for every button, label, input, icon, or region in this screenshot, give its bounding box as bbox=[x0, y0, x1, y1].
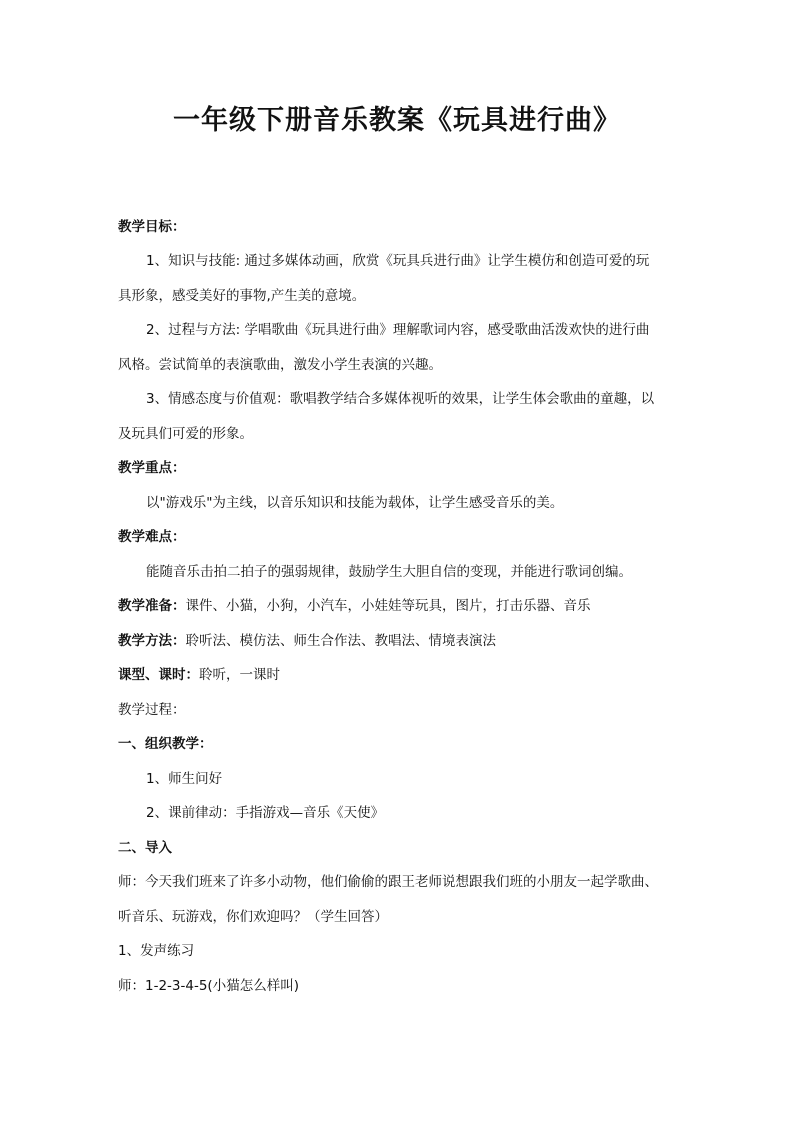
difficulty-text: 能随音乐击拍二拍子的强弱规律，鼓励学生大胆自信的变现，并能进行歌词创编。 bbox=[146, 564, 632, 580]
goal-2-line-2: 风格。尝试简单的表演歌曲，激发小学生表演的兴趣。 bbox=[118, 357, 442, 373]
document-title: 一年级下册音乐教案《玩具进行曲》 bbox=[173, 105, 621, 136]
difficulty-heading: 教学难点： bbox=[118, 529, 186, 545]
lesson-type-label: 课型、课时： bbox=[118, 667, 199, 683]
goal-3-line-1: 3、情感态度与价值观：歌唱教学结合多媒体视听的效果，让学生体会歌曲的童趣，以 bbox=[146, 391, 655, 407]
section-1-item-1: 1、师生问好 bbox=[146, 771, 223, 787]
goal-2-line-1: 2、过程与方法: 学唱歌曲《玩具进行曲》理解歌词内容，感受歌曲活泼欢快的进行曲 bbox=[146, 322, 650, 338]
lesson-type-text: 聆听，一课时 bbox=[199, 667, 280, 683]
intro-line-2: 听音乐、玩游戏，你们欢迎吗？（学生回答） bbox=[118, 909, 388, 925]
lesson-type-line bbox=[118, 666, 688, 684]
preparation-label: 教学准备： bbox=[118, 598, 186, 614]
method-label: 教学方法： bbox=[118, 633, 186, 649]
method-line bbox=[118, 632, 688, 650]
method-text: 聆听法、模仿法、师生合作法、教唱法、情境表演法 bbox=[185, 633, 496, 649]
practice-text: 师：1-2-3-4-5(小猫怎么样叫) bbox=[118, 978, 299, 994]
intro-line-1: 师：今天我们班来了许多小动物，他们偷偷的跟王老师说想跟我们班的小朋友一起学歌曲、 bbox=[118, 874, 658, 890]
goal-3-line-2: 及玩具们可爱的形象。 bbox=[118, 426, 253, 442]
practice-item: 1、发声练习 bbox=[118, 943, 195, 959]
goal-1-line-1: 1、知识与技能: 通过多媒体动画，欣赏《玩具兵进行曲》让学生模仿和创造可爱的玩 bbox=[146, 253, 650, 269]
preparation-line bbox=[118, 597, 688, 615]
section-1-item-2: 2、课前律动：手指游戏—音乐《天使》 bbox=[146, 805, 385, 821]
key-points-text: 以"游戏乐"为主线，以音乐知识和技能为载体，让学生感受音乐的美。 bbox=[146, 495, 564, 511]
section-1-heading: 一、组织教学： bbox=[118, 736, 213, 752]
section-2-heading: 二、导入 bbox=[118, 840, 172, 856]
preparation-text: 课件、小猫，小狗，小汽车，小娃娃等玩具，图片，打击乐器、音乐 bbox=[185, 598, 591, 614]
goal-1-line-2: 具形象，感受美好的事物,产生美的意境。 bbox=[118, 288, 366, 304]
goals-heading: 教学目标： bbox=[118, 219, 186, 235]
process-heading: 教学过程： bbox=[118, 702, 186, 718]
key-points-heading: 教学重点： bbox=[118, 460, 186, 476]
